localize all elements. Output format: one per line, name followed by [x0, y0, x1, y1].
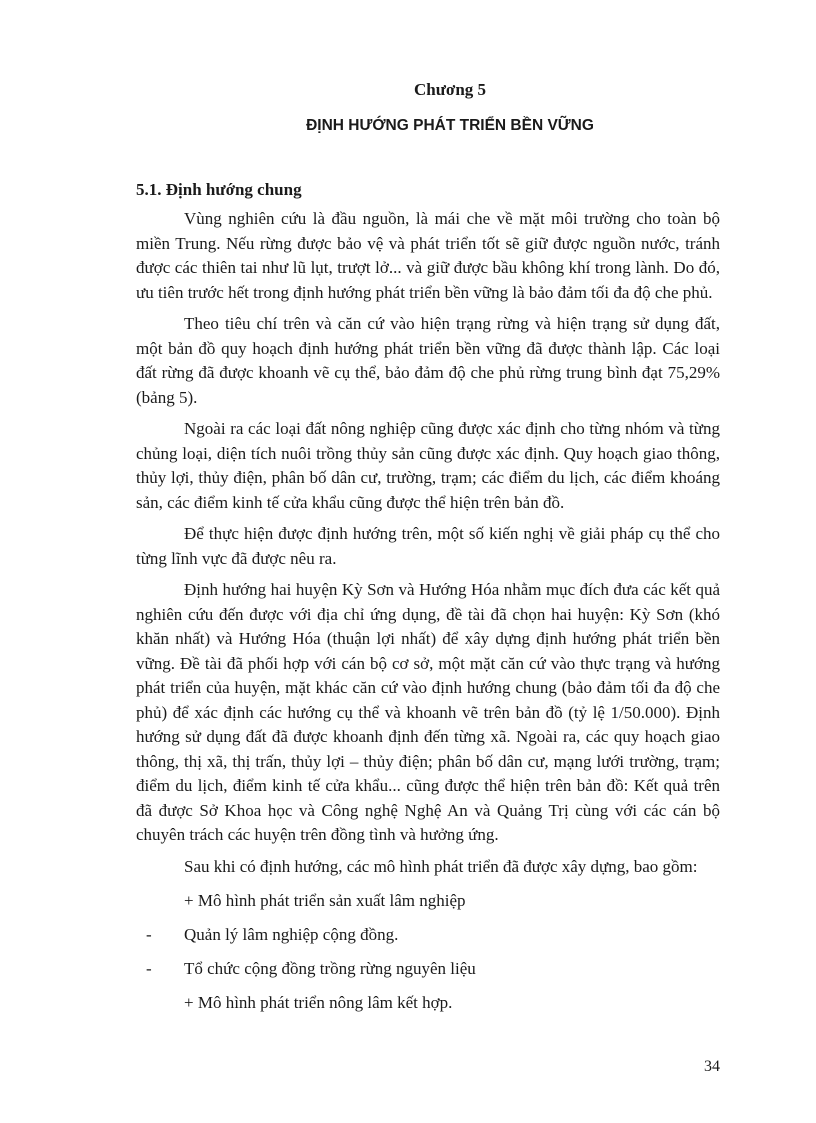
list-item-community-planting — [136, 957, 720, 981]
list-dash: - — [146, 959, 152, 978]
list-item-community-forestry — [136, 923, 720, 947]
paragraph-6: Sau khi có định hướng, các mô hình phát triển đã được xây dựng, bao gồm: — [184, 856, 698, 876]
paragraph-2: Theo tiêu chí trên và căn cứ vào hiện trạng rừng và hiện trạng sử dụng đất, một bản đồ quy hoạch định hướng phát triển bền vững đã được thành lập. Các loại đất rừng đã được khoanh vẽ cụ thể, bảo đảm độ che phủ rừng trung bình đạt 75,29% (bảng 5). — [136, 314, 720, 407]
paragraph-3: Ngoài ra các loại đất nông nghiệp cũng được xác định cho từng nhóm và từng chủng loại, diện tích nuôi trồng thủy sản cũng được xác định. Quy hoạch giao thông, thủy lợi, thủy điện, phân bố dân cư, trường, trạm; các điểm du lịch, các điểm khoáng sản, các điểm kinh tế cửa khẩu cũng được thể hiện trên bản đồ. — [136, 419, 720, 512]
list-item-agroforestry-model: + Mô hình phát triển nông lâm kết hợp. — [184, 993, 453, 1012]
list-item-label: Quản lý lâm nghiệp cộng đồng. — [184, 925, 399, 944]
document-page — [136, 78, 720, 1015]
page-number: 34 — [704, 1058, 720, 1075]
paragraph-4: Để thực hiện được định hướng trên, một số kiến nghị về giải pháp cụ thể cho từng lĩnh vực đã được nêu ra. — [136, 524, 720, 568]
paragraph-5: Định hướng hai huyện Kỳ Sơn và Hướng Hóa nhằm mục đích đưa các kết quả nghiên cứu đến được với địa chỉ ứng dụng, đề tài đã chọn hai huyện: Kỳ Sơn (khó khăn nhất) và Hướng Hóa (thuận lợi nhất) để xây dựng định hướng phát triển bền vững. Đề tài đã phối hợp với cán bộ cơ sở, một mặt căn cứ vào thực trạng và hướng phát triển của huyện, mặt khác căn cứ vào định hướng chung (bảo đảm tối đa độ che phủ) để xác định các hướng cụ thể và khoanh vẽ trên bản đồ (tỷ lệ 1/50.000). Định hướng sử dụng đất đã được khoanh định đến từng xã. Ngoài ra, các quy hoạch giao thông, thị xã, thị trấn, thủy lợi – thủy điện; phân bố dân cư, mạng lưới trường, trạm; điểm du lịch, điểm kinh tế cửa khẩu... cũng được thể hiện trên bản đồ: Kết quả trên đã được Sở Khoa học và Công nghệ Nghệ An và Quảng Trị cùng với các cán bộ chuyên trách các huyện trên đồng tình và hưởng ứng. — [136, 580, 720, 844]
list-dash: - — [146, 925, 152, 944]
list-item-forestry-model: + Mô hình phát triển sản xuất lâm nghiệp — [184, 891, 466, 910]
paragraph-1: Vùng nghiên cứu là đầu nguồn, là mái che về mặt môi trường cho toàn bộ miền Trung. Nếu rừng được bảo vệ và phát triển tốt sẽ giữ được nguồn nước, tránh được các thiên tai như lũ lụt, trượt lở... và giữ được bầu không khí trong lành. Do đó, ưu tiên trước hết trong định hướng phát triển bền vững là bảo đảm tối đa độ che phủ. — [136, 209, 720, 302]
section-heading: 5.1. Định hướng chung — [136, 180, 302, 199]
chapter-title: ĐỊNH HƯỚNG PHÁT TRIỂN BỀN VỮNG — [306, 117, 594, 134]
list-item-label: Tổ chức cộng đồng trồng rừng nguyên liệu — [184, 959, 476, 978]
chapter-number: Chương 5 — [413, 80, 487, 99]
